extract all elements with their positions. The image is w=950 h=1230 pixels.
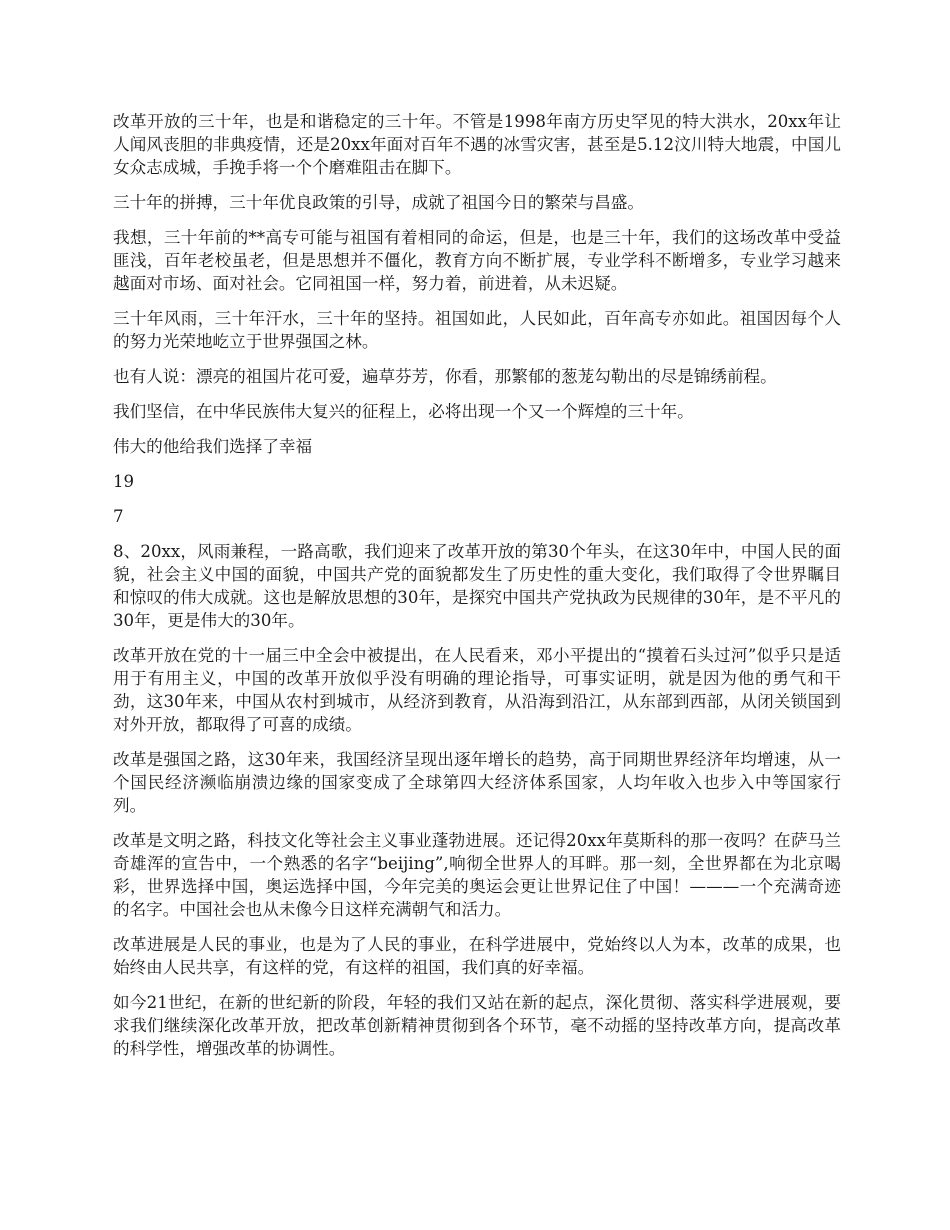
paragraph-5: 也有人说：漂亮的祖国片花可爱，遍草芬芳，你看，那繁郁的葱茏勾勒出的尽是锦绣前程。	[113, 367, 777, 386]
document-page	[113, 110, 841, 1072]
paragraph-13: 如今21世纪，在新的世纪新的阶段，年轻的我们又站在新的起点，深化贯彻、落实科学进展观，要求我们继续深化改革开放，把改革创新精神贯彻到各个环节，毫不动摇的坚持改革方向，提高改革的科学性，增强改革的协调性。	[113, 993, 841, 1058]
section-heading: 伟大的他给我们选择了幸福	[113, 437, 313, 456]
page-number-7: 7	[113, 507, 124, 526]
paragraph-12: 改革进展是人民的事业，也是为了人民的事业，在科学进展中，党始终以人为本，改革的成果，也始终由人民共享，有这样的党，有这样的祖国，我们真的好幸福。	[113, 935, 841, 977]
paragraph-3: 我想，三十年前的**高专可能与祖国有着相同的命运，但是，也是三十年，我们的这场改革中受益匪浅，百年老校虽老，但是思想并不僵化，教育方向不断扩展，专业学科不断增多，专业学习越来越面对市场、面对社会。它同祖国一样，努力着，前进着，从未迟疑。	[113, 228, 841, 293]
paragraph-6: 我们坚信，在中华民族伟大复兴的征程上，必将出现一个又一个辉煌的三十年。	[113, 402, 694, 421]
paragraph-4: 三十年风雨，三十年汗水，三十年的坚持。祖国如此，人民如此，百年高专亦如此。祖国因每个人的努力光荣地屹立于世界强国之林。	[113, 309, 841, 351]
paragraph-11: 改革是文明之路，科技文化等社会主义事业蓬勃进展。还记得20xx年莫斯科的那一夜吗？在萨马兰奇雄浑的宣告中，一个熟悉的名字“beijing”,响彻全世界人的耳畔。那一刻，全世界都在为北京喝彩，世界选择中国，奥运选择中国，今年完美的奥运会更让世界记住了中国！———一个充满奇迹的名字。中国社会也从未像今日这样充满朝气和活力。	[113, 831, 841, 919]
page-number-19: 19	[113, 472, 135, 491]
paragraph-8: 8、20xx，风雨兼程，一路高歌，我们迎来了改革开放的第30个年头，在这30年中，中国人民的面貌，社会主义中国的面貌，中国共产党的面貌都发生了历史性的重大变化，我们取得了令世界瞩目和惊叹的伟大成就。这也是解放思想的30年，是探究中国共产党执政为民规律的30年，是不平凡的30年，更是伟大的30年。	[113, 542, 841, 630]
paragraph-10: 改革是强国之路，这30年来，我国经济呈现出逐年增长的趋势，高于同期世界经济年均增速，从一个国民经济濒临崩溃边缘的国家变成了全球第四大经济体系国家，人均年收入也步入中等国家行列。	[113, 750, 841, 815]
paragraph-9: 改革开放在党的十一届三中全会中被提出，在人民看来，邓小平提出的“摸着石头过河”似乎只是适用于有用主义，中国的改革开放似乎没有明确的理论指导，可事实证明，就是因为他的勇气和干劲，这30年来，中国从农村到城市，从经济到教育，从沿海到沿江，从东部到西部，从闭关锁国到对外开放，都取得了可喜的成绩。	[113, 646, 841, 734]
paragraph-1: 改革开放的三十年，也是和谐稳定的三十年。不管是1998年南方历史罕见的特大洪水，20xx年让人闻风丧胆的非典疫情，还是20xx年面对百年不遇的冰雪灾害，甚至是5.12汶川特大地震，中国儿女众志成城，手挽手将一个个磨难阻击在脚下。	[113, 112, 841, 177]
paragraph-2: 三十年的拼搏，三十年优良政策的引导，成就了祖国今日的繁荣与昌盛。	[113, 193, 644, 212]
